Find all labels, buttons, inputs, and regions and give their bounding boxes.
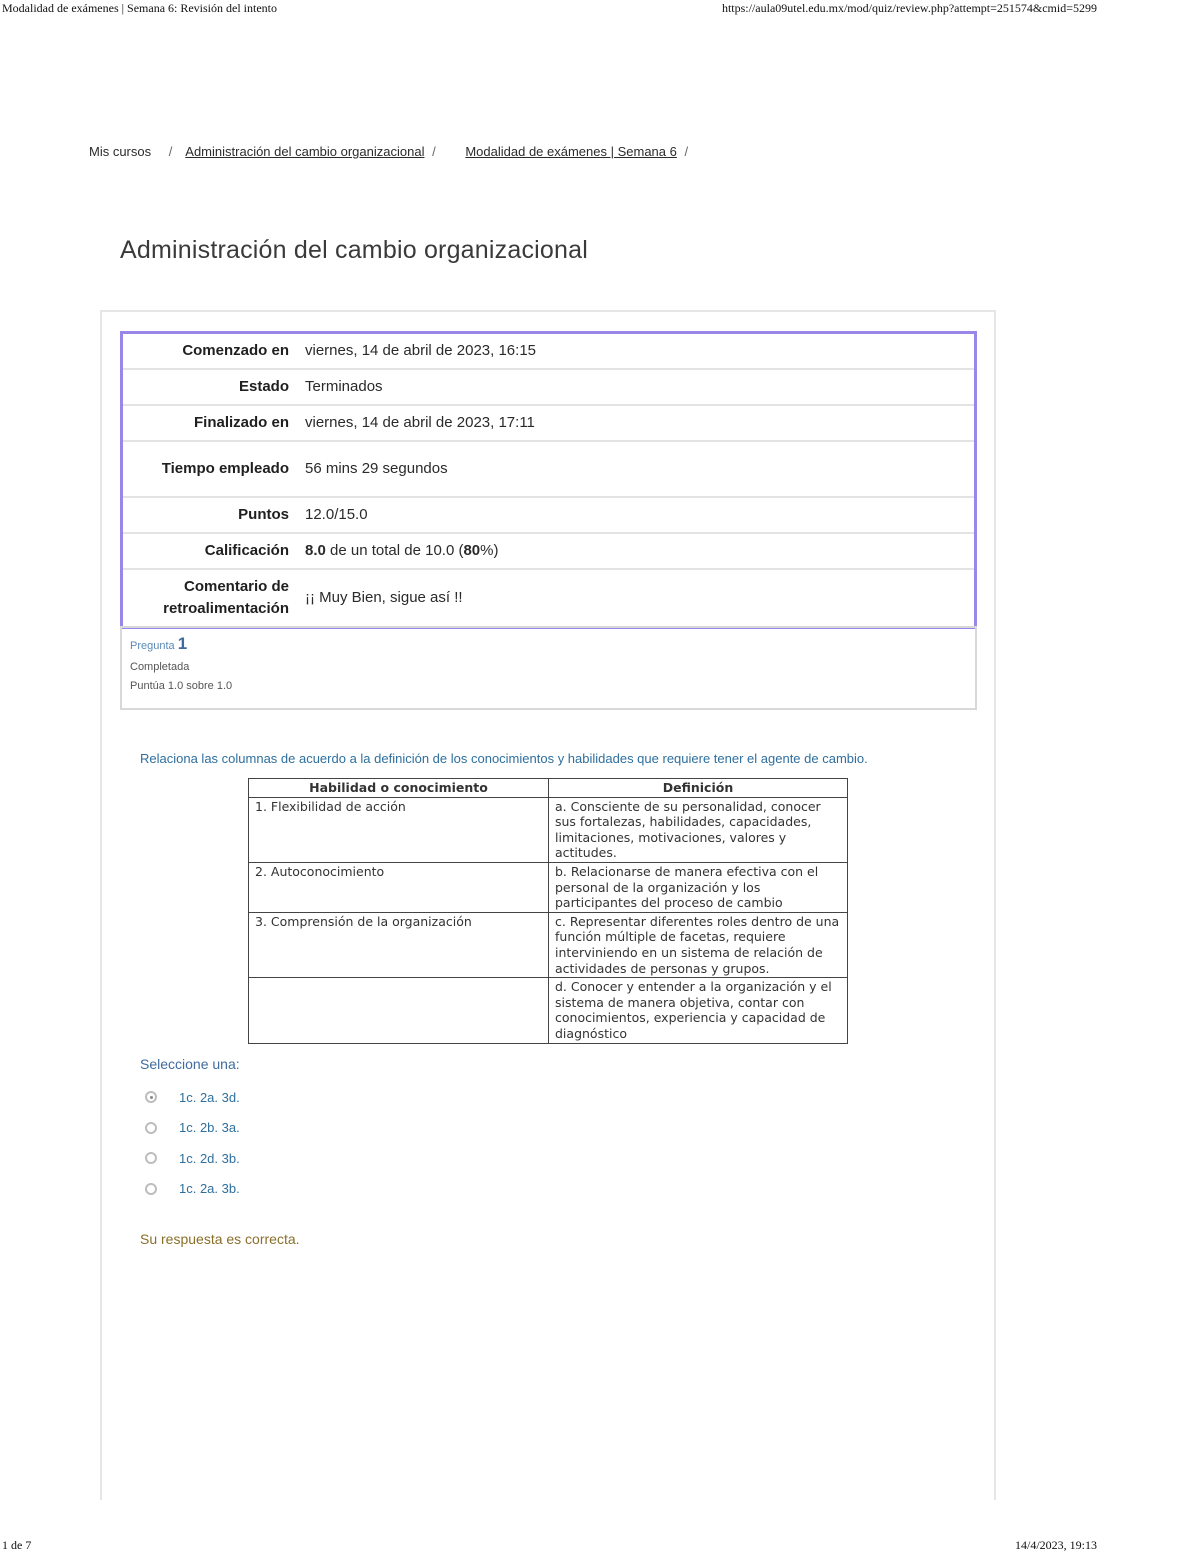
answer-option-label: 1c. 2b. 3a. (179, 1120, 240, 1136)
radio-icon[interactable] (145, 1183, 157, 1195)
summary-value: 56 mins 29 segundos (305, 460, 448, 477)
summary-label: Finalizado en (193, 414, 289, 431)
question-state: Completada (130, 661, 190, 673)
answer-option[interactable] (145, 1174, 240, 1205)
table-cell: c. Representar diferentes roles dentro de una función múltiple de facetas, requiere interviniendo en un sistema de relación de actividades de personas y grupos. (549, 912, 848, 977)
summary-row (122, 569, 976, 628)
breadcrumb-separator: / (684, 144, 689, 159)
question-number (130, 634, 967, 654)
answer-feedback: Su respuesta es correcta. (140, 1231, 300, 1247)
radio-selected-icon[interactable] (145, 1091, 157, 1103)
summary-row (122, 333, 976, 370)
question-number-value: 1 (177, 634, 188, 653)
print-page-url: https://aula09utel.edu.mx/mod/quiz/review.php?attempt=251574&cmid=5299 (721, 1, 1097, 15)
table-cell: a. Consciente de su personalidad, conocer sus fortalezas, habilidades, capacidades, limitaciones, motivaciones, valores y actitudes. (549, 797, 848, 862)
print-header (0, 0, 1200, 16)
radio-icon[interactable] (145, 1122, 157, 1134)
question-info-box (120, 626, 977, 710)
summary-value: viernes, 14 de abril de 2023, 16:15 (305, 342, 536, 359)
table-header-row (249, 779, 848, 798)
print-page-title: Modalidad de exámenes | Semana 6: Revisión del intento (2, 1, 278, 15)
summary-row (122, 441, 976, 497)
summary-label: Estado (238, 378, 289, 395)
summary-value: ¡¡ Muy Bien, sigue así !! (305, 589, 463, 606)
table-row (249, 797, 848, 862)
summary-label: Comentario de retroalimentación (163, 578, 289, 617)
table-row (249, 912, 848, 977)
summary-row (122, 369, 976, 405)
summary-label: Puntos (238, 506, 289, 523)
summary-row (122, 405, 976, 441)
answer-option-label: 1c. 2a. 3d. (179, 1089, 240, 1105)
summary-row (122, 497, 976, 533)
table-cell: 3. Comprensión de la organización (249, 912, 549, 977)
print-footer (0, 1537, 1200, 1553)
summary-value: viernes, 14 de abril de 2023, 17:11 (305, 414, 535, 431)
page-title: Administración del cambio organizacional (120, 236, 588, 264)
breadcrumb-quiz-link[interactable]: Modalidad de exámenes | Semana 6 (465, 144, 677, 159)
table-cell (249, 978, 549, 1043)
answer-option[interactable] (145, 1143, 240, 1174)
grade-percent: 80 (463, 542, 481, 559)
breadcrumb-course-link[interactable]: Administración del cambio organizacional (185, 144, 425, 159)
print-page-number: 1 de 7 (2, 1538, 32, 1552)
breadcrumb (89, 144, 698, 159)
print-datetime: 14/4/2023, 19:13 (1014, 1538, 1097, 1552)
grade-total-end: %) (480, 542, 499, 559)
attempt-summary-table (120, 331, 977, 629)
table-cell: b. Relacionarse de manera efectiva con el personal de la organización y los participantes del proceso de cambio (549, 862, 848, 912)
summary-value: 12.0/15.0 (305, 506, 368, 523)
answer-option[interactable] (145, 1113, 240, 1144)
grade-value: 8.0 (305, 542, 326, 559)
table-row (249, 862, 848, 912)
table-header: Habilidad o conocimiento (249, 779, 549, 798)
select-prompt: Seleccione una: (140, 1056, 240, 1072)
grade-total: de un total de 10.0 ( (330, 542, 464, 559)
summary-grade (297, 533, 976, 569)
summary-label: Tiempo empleado (161, 460, 289, 477)
question-label: Pregunta (130, 640, 175, 652)
breadcrumb-my-courses[interactable]: Mis cursos (89, 144, 152, 159)
breadcrumb-separator: / (432, 144, 436, 159)
summary-label: Calificación (204, 542, 289, 559)
table-cell: 2. Autoconocimiento (249, 862, 549, 912)
table-cell: 1. Flexibilidad de acción (249, 797, 549, 862)
answer-option-label: 1c. 2d. 3b. (179, 1150, 240, 1166)
answer-options (145, 1082, 240, 1204)
radio-icon[interactable] (145, 1152, 157, 1164)
table-header: Definición (549, 779, 848, 798)
question-mark: Puntúa 1.0 sobre 1.0 (130, 680, 233, 692)
question-text: Relaciona las columnas de acuerdo a la definición de los conocimientos y habilidades que requiere tener el agente de cambio. (140, 751, 868, 766)
answer-option-label: 1c. 2a. 3b. (179, 1181, 240, 1197)
summary-label: Comenzado en (182, 342, 289, 359)
breadcrumb-separator: / (168, 144, 173, 159)
table-row (249, 978, 848, 1043)
answer-option[interactable] (145, 1082, 240, 1113)
summary-row (122, 533, 976, 569)
table-cell: d. Conocer y entender a la organización y el sistema de manera objetiva, contar con conocimientos, experiencia y capacidad de diagnóstico (549, 978, 848, 1043)
question-matching-table (248, 778, 848, 1044)
summary-value: Terminados (305, 378, 383, 395)
